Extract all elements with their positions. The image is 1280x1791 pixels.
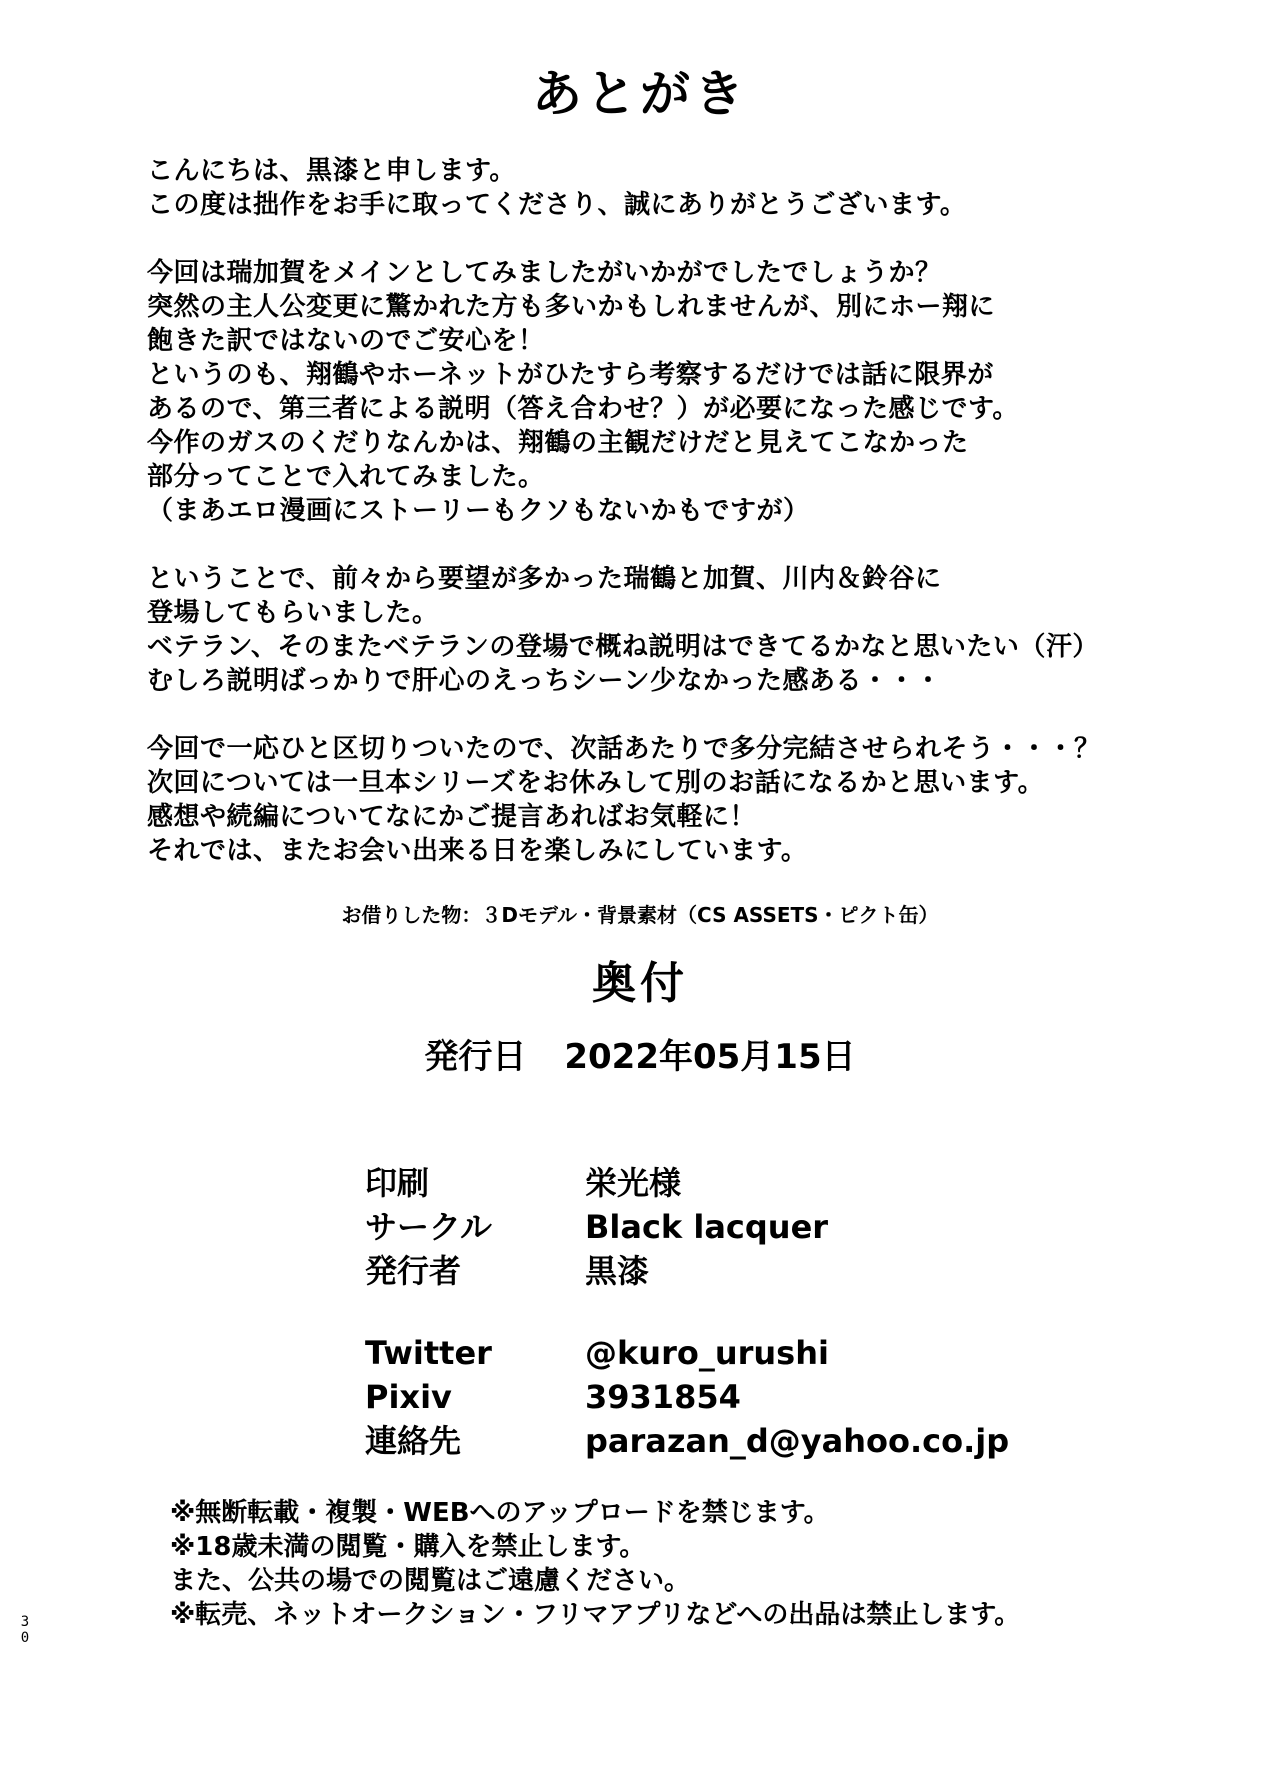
afterword-line: 部分ってことで入れてみました。 (147, 462, 545, 492)
notices (170, 1496, 1230, 1632)
afterword-line: というのも、翔鶴やホーネットがひたすら考察するだけでは話に限界が (147, 360, 994, 390)
afterword-line: ベテラン、そのまたベテランの登場で概ね説明はできてるかなと思いたい（汗） (147, 632, 1099, 662)
info-value: Black lacquer (585, 1208, 829, 1246)
notice-line: ※18歳未満の閲覧・購入を禁止します。 (170, 1532, 646, 1562)
afterword-line: 今回は瑞加賀をメインとしてみましたがいかがでしたでしょうか？ (147, 258, 942, 288)
info-value: 栄光様 (585, 1164, 682, 1202)
info-row-printer (365, 1161, 1185, 1205)
info-row-circle (365, 1205, 1185, 1249)
afterword-line: 今回で一応ひと区切りついたので、次話あたりで多分完結させられそう・・・？ (147, 734, 1101, 764)
afterword-line: 突然の主人公変更に驚かれた方も多いかもしれませんが、別にホー翔に (147, 292, 996, 322)
notice-line: ※転売、ネットオークション・フリマアプリなどへの出品は禁止します。 (170, 1600, 1021, 1630)
info-value: @kuro_urushi (585, 1334, 829, 1372)
afterword-line: 次回については一旦本シリーズをお休みして別のお話になるかと思います。 (147, 768, 1045, 798)
afterword-line: 登場してもらいました。 (147, 598, 439, 628)
info-label: 連絡先 (365, 1422, 462, 1460)
info-label: 発行者 (365, 1252, 462, 1290)
credits-line: お借りした物：３Dモデル・背景素材（CS ASSETS・ピクト缶） (341, 903, 939, 927)
issue-date-label: 発行日 (424, 1037, 527, 1077)
info-row-publisher (365, 1249, 1185, 1293)
afterword-line: それでは、またお会い出来る日を楽しみにしています。 (147, 836, 808, 866)
info-label: Pixiv (365, 1378, 452, 1416)
afterword-line: あるので、第三者による説明（答え合わせ？）が必要になった感じです。 (147, 394, 1019, 424)
afterword-line: 今作のガスのくだりなんかは、翔鶴の主観だけだと見えてこなかった (147, 428, 969, 458)
paragraph-spacer (147, 698, 1207, 732)
afterword-line: この度は拙作をお手に取ってくださり、誠にありがとうございます。 (147, 190, 967, 220)
afterword-line: 感想や続編についてなにかご提言あればお気軽に！ (147, 802, 756, 832)
contact-info-table (365, 1331, 1185, 1463)
info-value: 3931854 (585, 1378, 741, 1416)
info-value: parazan_d@yahoo.co.jp (585, 1422, 1010, 1460)
info-label: 印刷 (365, 1164, 430, 1202)
publication-info-table (365, 1161, 1185, 1293)
notice-line: また、公共の場での閲覧はご遠慮ください。 (170, 1566, 691, 1596)
issue-date-value: 2022年05月15日 (564, 1037, 856, 1077)
afterword-line: 飽きた訳ではないのでご安心を！ (147, 326, 545, 356)
paragraph-spacer (147, 528, 1207, 562)
colophon-title: 奥付 (592, 958, 688, 1009)
afterword-body (147, 154, 1207, 868)
info-row-contact (365, 1419, 1185, 1463)
info-row-pixiv (365, 1375, 1185, 1419)
info-row-twitter (365, 1331, 1185, 1375)
afterword-line: こんにちは、黒漆と申します。 (147, 156, 516, 186)
info-label: Twitter (365, 1334, 492, 1372)
page-number: 30 (20, 1614, 30, 1646)
afterword-line: ということで、前々から要望が多かった瑞鶴と加賀、川内＆鈴谷に (147, 564, 942, 594)
info-label: サークル (365, 1208, 493, 1246)
afterword-title: あとがき (532, 65, 748, 123)
info-value: 黒漆 (585, 1252, 650, 1290)
paragraph-spacer (147, 222, 1207, 256)
afterword-line: （まあエロ漫画にストーリーもクソもないかもですが） (147, 496, 810, 526)
notice-line: ※無断転載・複製・WEBへのアップロードを禁じます。 (170, 1498, 830, 1528)
afterword-line: むしろ説明ばっかりで肝心のえっちシーン少なかった感ある・・・ (147, 666, 942, 696)
issue-date-row (0, 1034, 1280, 1080)
